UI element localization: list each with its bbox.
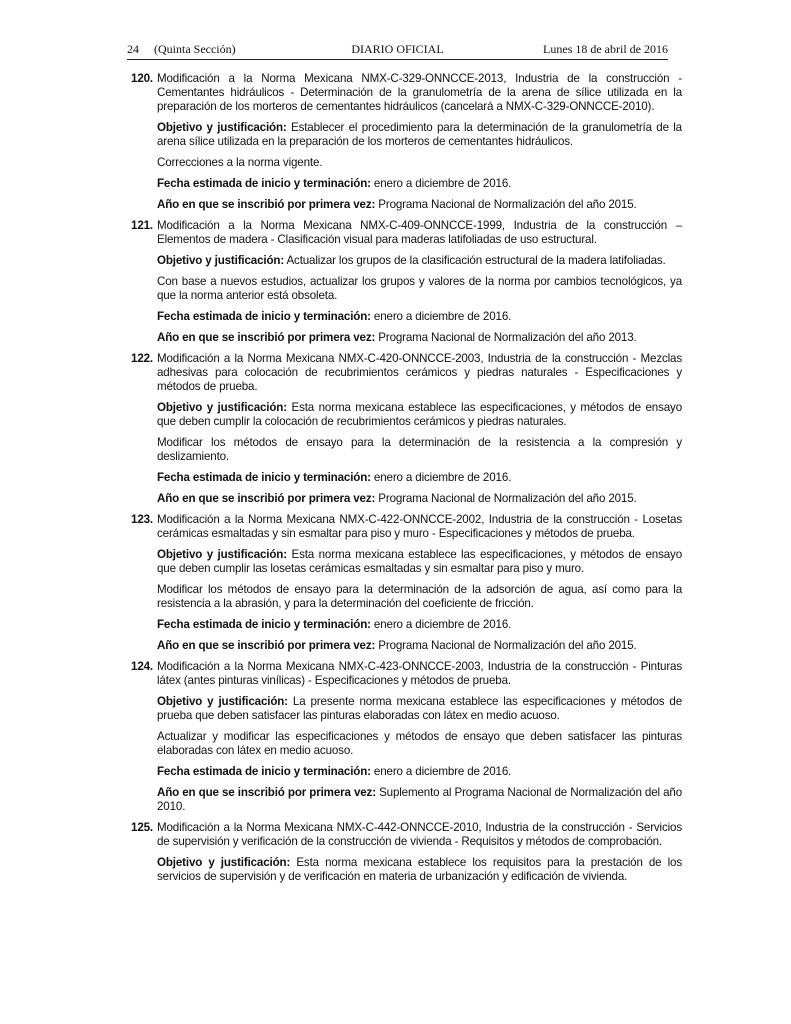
list-item: [131, 660, 683, 814]
item-objective: [157, 254, 682, 268]
item-date: [157, 618, 682, 632]
year-text: Suplemento al Programa Nacional de Normalización del año 2010.: [157, 786, 683, 813]
list-item: [131, 513, 682, 653]
item-year: [157, 331, 682, 345]
date-text: enero a diciembre de 2016.: [370, 765, 512, 778]
objective-label: Objetivo y justificación:: [157, 254, 285, 267]
item-number: 123.: [131, 513, 153, 526]
item-number: 122.: [131, 352, 153, 365]
item-title: Modificación a la Norma Mexicana NMX-C-409-ONNCCE-1999, Industria de la construcción – Elementos de madera - Clasificación visual para maderas latifoliadas de uso estructural.: [157, 219, 682, 246]
date-text: enero a diciembre de 2016.: [370, 310, 512, 323]
publication-title: DIARIO OFICIAL: [351, 42, 444, 56]
list-item: [131, 72, 682, 212]
objective-text: Esta norma mexicana establece los requisitos para la prestación de los servicios de supervisión y de verificación en materia de urbanización y edificación de vivienda.: [157, 856, 683, 883]
item-number: 120.: [131, 72, 153, 85]
item-title: Modificación a la Norma Mexicana NMX-C-422-ONNCCE-2002, Industria de la construcción - Losetas cerámicas esmaltadas y sin esmaltar para piso y muro - Especificaciones y métodos de prueba.: [157, 513, 682, 540]
year-text: Programa Nacional de Normalización del año 2015.: [375, 492, 637, 505]
item-objective: [157, 121, 682, 149]
date-label: Fecha estimada de inicio y terminación:: [157, 618, 371, 631]
year-text: Programa Nacional de Normalización del año 2015.: [375, 639, 637, 652]
page-number: 24: [127, 42, 139, 56]
item-date: [157, 310, 682, 324]
item-title: Modificación a la Norma Mexicana NMX-C-329-ONNCCE-2013, Industria de la construcción - Cementantes hidráulicos - Determinación de la granulometría de la arena de sílice utilizada en la preparación de los morteros de cementantes hidráulicos (cancelará a NMX-C-329-ONNCCE-2010).: [157, 72, 682, 113]
item-title: Modificación a la Norma Mexicana NMX-C-420-ONNCCE-2003, Industria de la construcción - Mezclas adhesivas para colocación de recubrimientos cerámicos y piedras naturales - Especificaciones y métodos de prueba.: [157, 352, 682, 393]
item-year: [157, 492, 682, 506]
objective-label: Objetivo y justificación:: [157, 548, 287, 561]
item-number: 125.: [131, 821, 153, 834]
year-label: Año en que se inscribió por primera vez:: [157, 492, 376, 505]
item-extra: Modificar los métodos de ensayo para la determinación de la adsorción de agua, así como para la resistencia a la abrasión, y para la determinación del coeficiente de fricción.: [157, 583, 682, 610]
list-item: [131, 352, 682, 506]
publication-date: Lunes 18 de abril de 2016: [543, 42, 668, 56]
date-label: Fecha estimada de inicio y terminación:: [157, 177, 371, 190]
year-label: Año en que se inscribió por primera vez:: [157, 198, 376, 211]
item-title: Modificación a la Norma Mexicana NMX-C-423-ONNCCE-2003, Industria de la construcción - Pinturas látex (antes pinturas vinílicas) - Especificaciones y métodos de prueba.: [157, 660, 682, 687]
list-item: [131, 821, 683, 884]
year-label: Año en que se inscribió por primera vez:: [157, 639, 376, 652]
document-body: [131, 72, 683, 891]
item-date: [157, 765, 682, 779]
item-objective: [157, 695, 682, 723]
item-number: 121.: [131, 219, 153, 232]
header-rule: [127, 59, 668, 60]
objective-text: Establecer el procedimiento para la determinación de la granulometría de la arena sílice utilizada en la preparación de los morteros de cementantes hidráulicos.: [157, 121, 682, 148]
year-text: Programa Nacional de Normalización del año 2013.: [375, 331, 637, 344]
objective-text: Esta norma mexicana establece las especificaciones, y métodos de ensayo que deben cumplir las losetas cerámicas esmaltadas y sin esmaltar para piso y muro.: [157, 548, 682, 575]
objective-label: Objetivo y justificación:: [157, 856, 291, 869]
item-extra: Con base a nuevos estudios, actualizar los grupos y valores de la norma por cambios tecnológicos, ya que la norma anterior está obsoleta.: [157, 275, 682, 302]
year-label: Año en que se inscribió por primera vez:: [157, 786, 376, 799]
date-label: Fecha estimada de inicio y terminación:: [157, 765, 371, 778]
page-header: [127, 42, 668, 58]
section-label: (Quinta Sección): [154, 42, 236, 56]
item-extra: Correcciones a la norma vigente.: [157, 156, 323, 169]
list-item: [131, 219, 682, 345]
item-year: [157, 198, 682, 212]
item-objective: [157, 548, 682, 576]
date-text: enero a diciembre de 2016.: [370, 618, 512, 631]
item-year: [157, 639, 682, 653]
date-text: enero a diciembre de 2016.: [370, 177, 512, 190]
item-title: Modificación a la Norma Mexicana NMX-C-442-ONNCCE-2010, Industria de la construcción - Servicios de supervisión y verificación de la construcción de vivienda - Requisitos y métodos de comprobación.: [157, 821, 682, 848]
date-label: Fecha estimada de inicio y terminación:: [157, 471, 371, 484]
item-objective: [157, 856, 682, 884]
date-text: enero a diciembre de 2016.: [370, 471, 512, 484]
date-label: Fecha estimada de inicio y terminación:: [157, 310, 371, 323]
item-year: [157, 786, 682, 814]
item-objective: [157, 401, 682, 429]
objective-text: Actualizar los grupos de la clasificación estructural de la madera latifoliadas.: [284, 254, 666, 267]
objective-label: Objetivo y justificación:: [157, 695, 288, 708]
item-extra: Modificar los métodos de ensayo para la determinación de la resistencia a la compresión y deslizamiento.: [157, 436, 682, 463]
item-date: [157, 177, 682, 191]
objective-label: Objetivo y justificación:: [157, 121, 287, 134]
item-extra: Actualizar y modificar las especificaciones y métodos de ensayo que deben satisfacer las pinturas elaboradas con látex en medio acuoso.: [157, 730, 682, 757]
item-date: [157, 471, 682, 485]
objective-text: La presente norma mexicana establece las especificaciones y métodos de prueba que deben satisfacer las pinturas elaboradas con látex en medio acuoso.: [157, 695, 682, 722]
objective-label: Objetivo y justificación:: [157, 401, 287, 414]
year-text: Programa Nacional de Normalización del año 2015.: [375, 198, 637, 211]
year-label: Año en que se inscribió por primera vez:: [157, 331, 376, 344]
objective-text: Esta norma mexicana establece las especificaciones, y métodos de ensayo que deben cumplir la colocación de recubrimientos cerámicos y piedras naturales.: [157, 401, 682, 428]
item-number: 124.: [131, 660, 153, 673]
